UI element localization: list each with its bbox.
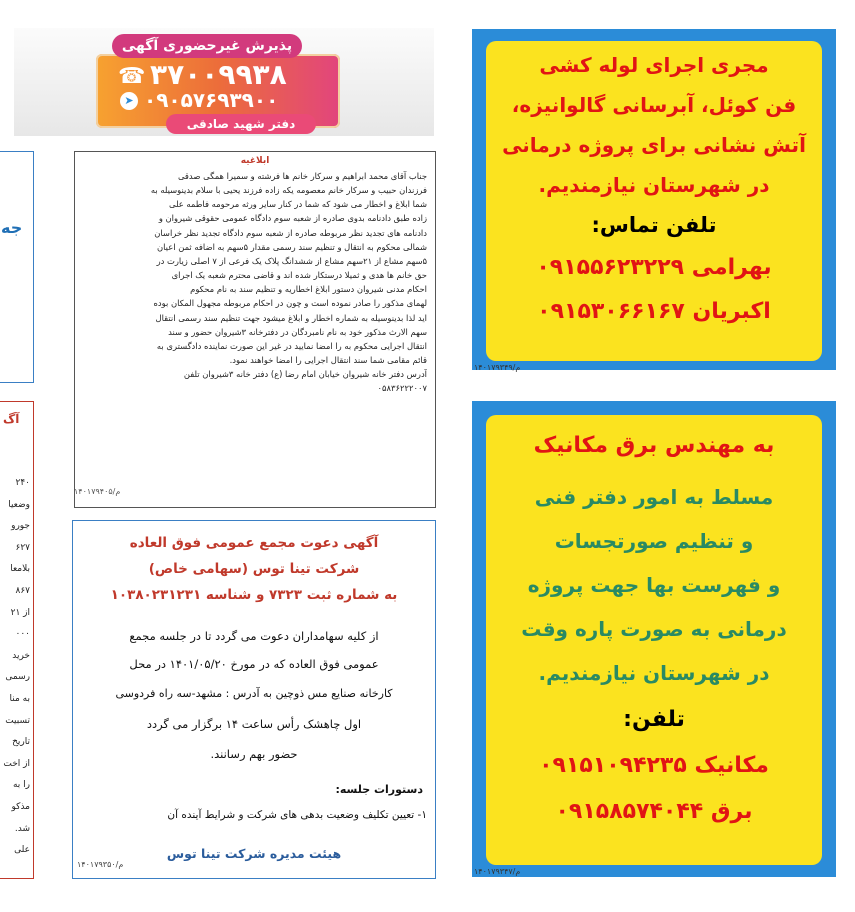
ad-panel <box>486 415 822 865</box>
ad1-contact-label: تلفن تماس: <box>591 213 717 237</box>
notice-line: حق خانم ها هدی و ثمیلا درستکار شده اند و قاضی محترم شعبه یک اجرای <box>171 270 427 281</box>
telegram-icon: ➤ <box>120 92 138 110</box>
cut-text-line: از اخت <box>3 758 30 769</box>
cut-text-line: تاریخ <box>12 737 30 748</box>
company-name: شرکت تینا توس (سهامی خاص) <box>148 561 360 577</box>
notice-line: زاده طبق دادنامه بدوی صادره از شعبه سوم دادگاه عمومی حقوقی شیروان و <box>158 213 427 224</box>
cut-text-line: به منا <box>9 694 30 704</box>
ad1-line: مجری اجرای لوله کشی <box>539 53 769 77</box>
phone-icon: ☎ <box>118 64 146 89</box>
ad2-line: در شهرستان نیازمندیم. <box>538 661 770 685</box>
cut-text-line: ۶۲۷ <box>15 542 30 553</box>
ad2-phone-label: تلفن: <box>623 707 685 732</box>
meeting-body-line: عمومی فوق العاده که در مورخ ۱۴۰۱/۰۵/۲۰ در محل <box>129 657 379 671</box>
banner-title: پذیرش غیرحضوری آگهی <box>112 34 302 58</box>
ad2-line: مسلط به امور دفتر فنی <box>534 485 774 509</box>
ad2-ref: م/۱۴۰۱۷۹۳۴۷ <box>474 867 521 876</box>
notice-line: اید لذا بدینوسیله به شماره اخطار و ابلاغ میشود جهت تنظیم سند رسمی انتقال <box>155 312 427 323</box>
ad1-line: آتش نشانی برای پروژه درمانی <box>502 133 806 157</box>
notice-title: ابلاغیه <box>240 156 270 166</box>
notice-line: فرزندان حبیب و سرکار خانم معصومه یکه زاده فرزند یحیی با سلام بدینوسیله به <box>150 185 427 196</box>
cut-ad-box-top <box>0 151 34 383</box>
registration-info: به شماره ثبت ۷۳۲۳ و شناسه ۱۰۳۸۰۲۳۱۲۳۱ <box>110 587 398 603</box>
notice-line: شمالی محکوم به انتقال و تنظیم سند رسمی مقدار ۵سهم به اضافه ثمن اعیان <box>156 241 427 252</box>
notice-line: سهم الارث مذکور خود به نام نامبردگان در دفترخانه ۳شیروان حضور و سند <box>168 326 427 337</box>
banner-mobile: ۰۹۰۵۷۶۹۳۹۰۰ <box>144 88 279 112</box>
ad-panel <box>486 41 822 361</box>
legal-notice <box>74 151 436 508</box>
ad1-contact: بهرامی ۰۹۱۵۵۶۲۳۲۲۹ <box>536 255 772 280</box>
agenda-title: دستورات جلسه: <box>335 783 423 796</box>
cut-text-line: شد. <box>14 823 30 834</box>
ad2-contact: مکانیک ۰۹۱۵۱۰۹۴۲۳۵ <box>539 753 769 778</box>
meeting-signature: هیئت مدیره شرکت تینا توس <box>166 846 342 861</box>
ad2-line: و تنظیم صورتجسات <box>554 529 754 553</box>
notice-ref: م/۱۴۰۱۷۹۴۰۵ <box>74 487 121 496</box>
cut-text-line: ۸۶۷ <box>15 586 30 596</box>
ad1-line: فن کوئل، آبرسانی گالوانیزه، <box>511 93 797 117</box>
cut-text-line: مذکو <box>11 802 30 812</box>
meeting-body-line: کارخانه صنایع مس ذوچین به آدرس : مشهد-سه راه فردوسی <box>115 687 393 700</box>
meeting-ref: م/۱۴۰۱۷۹۳۵۰ <box>77 860 124 869</box>
cut-text-line: وضعیا <box>8 499 30 510</box>
cut-title: آگ <box>3 412 20 426</box>
meeting-body-line: از کلیه سهامداران دعوت می گردد تا در جلسه مجمع <box>129 629 379 643</box>
cut-text-line: تسبیت <box>5 715 30 726</box>
cut-text-line: را به <box>12 780 30 791</box>
cut-text-line: علی <box>14 845 30 856</box>
ad1-contact: اکبریان ۰۹۱۵۳۰۶۶۱۶۷ <box>537 299 771 324</box>
notice-line: شما ابلاغ و اخطار می شود که شما در کنار سایر ورثه مرحومه فاطمه علی <box>169 199 427 210</box>
ad2-line: و فهرست بها جهت پروژه <box>527 573 781 597</box>
notice-line: ۵سهم مشاع از ۲۱سهم مشاع از ششدانگ پلاک یک فرعی از ۷ اصلی زیارت در <box>156 255 427 266</box>
notice-line: قائم مقامی شما سند انتقال اجرایی را امضا خواهند نمود. <box>229 355 427 366</box>
ad2-contact: برق ۰۹۱۵۸۵۷۴۰۴۴ <box>555 799 753 824</box>
banner-office: دفتر شهید صادقی <box>166 114 316 134</box>
cut-text-line: بلامعا <box>10 564 30 575</box>
ad-submission-banner <box>14 28 434 136</box>
meeting-body-line: حضور بهم رسانند. <box>210 747 298 761</box>
cut-text-line: ۲۴۰ <box>15 478 30 488</box>
notice-line: احکام مدنی شیروان دستور ابلاغ اخطاریه و تنظیم سند به نام محکوم <box>190 284 427 295</box>
ad2-title: به مهندس برق مکانیک <box>533 433 775 458</box>
agenda-item: ۱- تعیین تکلیف وضعیت بدهی های شرکت و شرایط آینده آن <box>167 809 427 821</box>
cut-text-line: رسمی <box>5 672 30 683</box>
meeting-body-line: اول چاهشک رأس ساعت ۱۴ برگزار می گردد <box>146 717 362 731</box>
cut-text-line: خرید <box>12 650 30 661</box>
cut-text-line: ۰۰۰ <box>15 629 30 640</box>
notice-line: انتقال اجرایی محکوم به را امضا نمایید در غیر این صورت نماینده دادگستری به <box>156 340 427 351</box>
banner-phone: ۳۷۰۰۹۹۳۸ <box>150 58 287 91</box>
notice-line: لهمای مذکور را صادر نموده است و چون در احکام مربوطه مجهول المکان بوده <box>153 298 427 309</box>
notice-body <box>81 169 427 396</box>
plumbing-contractor-ad <box>472 29 836 370</box>
notice-line: دادنامه های تجدید نظر مربوطه صادره از شعبه سوم دادگاه تجدید نظر خراسان <box>154 227 427 238</box>
meeting-title: آگهی دعوت مجمع عمومی فوق العاده <box>129 535 379 551</box>
notice-line: آدرس دفتر خانه شیروان خیابان امام رضا (ع) دفتر خانه ۳شیروان تلفن <box>183 369 427 380</box>
ad2-line: درمانی به صورت پاره وقت <box>521 617 787 641</box>
engineer-wanted-ad <box>472 401 836 877</box>
notice-line: جناب آقای محمد ابراهیم و سرکار خانم ها فرشته و سمیرا همگی صدقی <box>177 171 427 181</box>
notice-line: ۰۵۸۳۶۲۲۲۰۰۷ <box>377 383 427 394</box>
meeting-invitation <box>72 520 436 879</box>
ad1-line: در شهرستان نیازمندیم. <box>538 173 770 197</box>
cut-headline: جه <box>1 218 23 237</box>
cut-text-line: جورو <box>11 521 30 532</box>
ad1-ref: م/۱۴۰۱۷۹۳۴۹ <box>474 363 521 372</box>
cut-text-line: از ۲۱ <box>10 607 30 618</box>
